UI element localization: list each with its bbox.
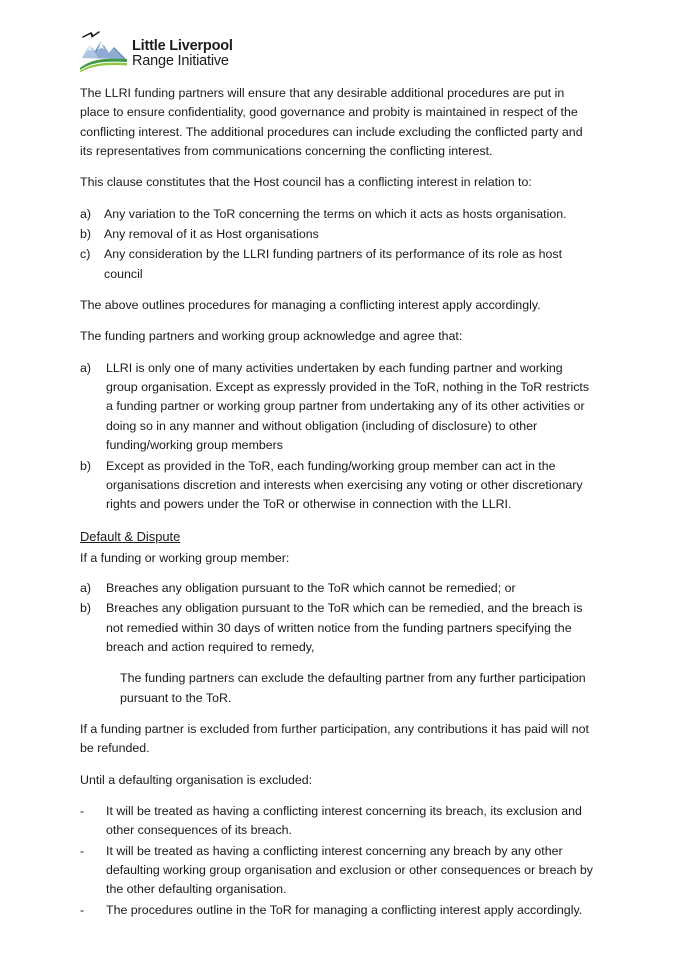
mountain-range-logo-icon <box>80 28 128 72</box>
list-item-text: It will be treated as having a conflicting interest concerning its breach, its exclusion and other consequences of its breach. <box>106 804 582 838</box>
list-item <box>80 599 597 657</box>
logo-line-1: Little Liverpool <box>132 38 233 55</box>
list-marker: - <box>80 804 85 819</box>
paragraph-clause-host-council: This clause constitutes that the Host council has a conflicting interest in relation to: <box>80 175 532 190</box>
document-body <box>80 84 597 920</box>
list-marker: b) <box>80 227 92 242</box>
logo-line-2: Range Initiative <box>132 53 229 69</box>
organisation-logo <box>80 22 597 78</box>
list-item-text: Any consideration by the LLRI funding partners of its performance of its role as host council <box>104 247 563 281</box>
list-item-text: Breaches any obligation pursuant to the ToR which cannot be remedied; or <box>106 581 516 595</box>
section-heading-default-dispute: Default & Dispute <box>80 528 181 544</box>
list-item <box>80 359 597 456</box>
paragraph-above-outlines: The above outlines procedures for managing a conflicting interest apply accordingly. <box>80 298 541 313</box>
paragraph-no-refund: If a funding partner is excluded from further participation, any contributions it has paid will not be refunded. <box>80 722 589 756</box>
list-item <box>80 579 597 598</box>
list-breach-conditions <box>80 579 597 657</box>
list-item-text: Except as provided in the ToR, each funding/working group member can act in the organisations discretion and interests when exercising any voting or other discretionary rights and powers under the ToR or otherwise in connection with the LLRI. <box>106 458 583 512</box>
list-until-excluded-consequences <box>80 802 597 920</box>
list-item <box>80 205 597 224</box>
list-item <box>80 842 597 900</box>
paragraph-exclude-defaulting-partner: The funding partners can exclude the defaulting partner from any further participation pursuant to the ToR. <box>120 671 586 705</box>
list-marker: - <box>80 843 85 858</box>
list-marker: - <box>80 902 85 917</box>
paragraph-llri-funding-partners: The LLRI funding partners will ensure that any desirable additional procedures are put in place to ensure confidentiality, good governance and probity is maintained in respect of the conflicting interest. The additional procedures can include excluding the conflicted party and its representatives from communications concerning the conflicting interest. <box>80 86 583 159</box>
list-acknowledgements <box>80 359 597 515</box>
list-marker: b) <box>80 458 92 473</box>
list-host-council-conflicts <box>80 205 597 284</box>
list-item-text: Any variation to the ToR concerning the terms on which it acts as hosts organisation. <box>104 206 567 221</box>
list-marker: a) <box>80 360 92 375</box>
list-item-text: It will be treated as having a conflicting interest concerning any breach by any other defaulting working group organisation and exclusion or other consequences or breach by the other defaulting organisation. <box>106 843 593 897</box>
list-marker: c) <box>80 247 91 262</box>
paragraph-until-excluded: Until a defaulting organisation is excluded: <box>80 772 313 787</box>
list-item <box>80 901 597 920</box>
list-marker: a) <box>80 581 92 595</box>
list-marker: b) <box>80 601 92 616</box>
list-item <box>80 225 597 244</box>
list-item-text: The procedures outline in the ToR for managing a conflicting interest apply accordingly. <box>106 902 583 917</box>
list-item <box>80 245 597 284</box>
list-item <box>80 802 597 841</box>
list-item <box>80 457 597 515</box>
bird-icon <box>83 32 99 37</box>
list-item-text: Any removal of it as Host organisations <box>104 227 319 242</box>
logo-wordmark <box>132 31 233 69</box>
paragraph-if-member: If a funding or working group member: <box>80 550 290 565</box>
list-item-text: LLRI is only one of many activities undertaken by each funding partner and working group organisation. Except as expressly provided in the ToR, nothing in the ToR restricts a funding partner or working group partner from undertaking any of its other activities or doing so in any manner and without obligation (including of disclosure) to other funding/working group members <box>106 360 590 453</box>
paragraph-funding-partners-agree: The funding partners and working group acknowledge and agree that: <box>80 329 463 344</box>
list-item-text: Breaches any obligation pursuant to the ToR which can be remedied, and the breach is not remedied within 30 days of written notice from the funding partners specifying the breach and action required to remedy, <box>106 601 583 655</box>
list-marker: a) <box>80 206 92 221</box>
